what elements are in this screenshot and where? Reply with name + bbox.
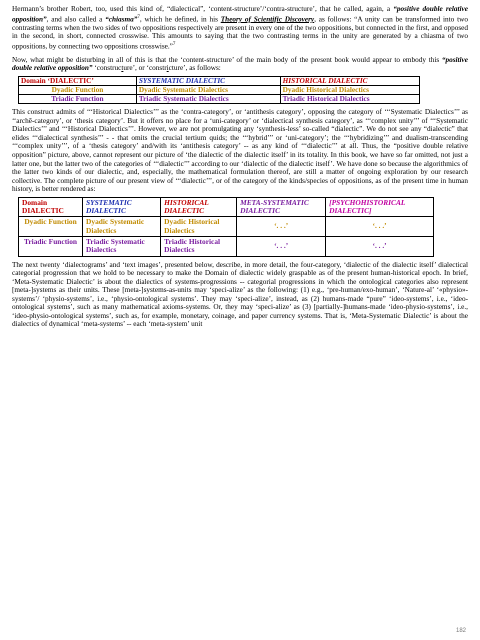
- table2-row-dyadic: [19, 217, 434, 237]
- paragraph-chiasma: [12, 5, 468, 51]
- table2-cell: Triadic Systematic Dialectics: [83, 236, 161, 256]
- paragraph-construct-intro: [12, 56, 468, 73]
- footnote-ref-1[interactable]: 7: [137, 14, 140, 20]
- p2-after-end2: cture’, as follows:: [168, 64, 221, 73]
- p2-after-u: t: [121, 64, 124, 73]
- p1-after: , as follows: “A unity can be transformed into two contrasting terms when the two sides of two oppositions respectively are present in every one of the two oppositions, but connected in the first, and opposed in the second, in short, connected crosswise. This amounts to saying that the two contrasting terms in the unity are generated by a chiasma of two oppositions, by connecting two oppositions crosswise.”: [12, 14, 468, 50]
- table2-cell: Triadic Historical Dialectics: [161, 236, 237, 256]
- table2-row-triadic: [19, 236, 434, 256]
- table2-header-domain: Domain DIALECTIC: [19, 197, 83, 217]
- p1-mid2: , which he defined, in his: [139, 14, 221, 23]
- table2-cell: Dyadic Function: [19, 217, 83, 237]
- p1-emph-chiasma: “chiasma”: [105, 14, 138, 23]
- table2-header-historical: HISTORICAL DIALECTIC: [161, 197, 237, 217]
- table1-header-systematic: SYSTEMATIC DIALECTIC: [136, 76, 280, 85]
- table2-header-systematic: SYSTEMATIC DIALECTIC: [83, 197, 161, 217]
- table2-cell: Triadic Function: [19, 236, 83, 256]
- p1-mid1: , and also called a: [46, 14, 106, 23]
- table2-cell: ‘. . .’: [326, 236, 434, 256]
- table1-row-triadic: [19, 95, 420, 104]
- p1-before: Hermann’s brother Robert, too, used this kind of, “dialectical”, ‘content-structure’/‘contra-structure’, that he called, again, a: [12, 5, 394, 13]
- five-column-table: [18, 197, 434, 257]
- table2-header-meta-systematic: META-SYSTEMATIC DIALECTIC: [237, 197, 326, 217]
- footnote-ref-2[interactable]: 7: [172, 41, 176, 47]
- table2-cell: Dyadic Systematic Dialectics: [83, 217, 161, 237]
- table1-cell: Triadic Systematic Dialectics: [136, 95, 280, 104]
- p1-book-title: Theory of Scientific Discovery: [220, 14, 315, 23]
- p2-before: Now, what might be disturbing in all of this is that the ‘content-structure’ of the main body of the present book would appear to embody this: [12, 55, 442, 64]
- table2-cell: ‘. . .’: [237, 217, 326, 237]
- p2-after-end: ure’, or ‘constr: [123, 64, 167, 73]
- p1-emph-pdro: “positive double relative opposition”: [12, 5, 468, 23]
- table2-header-psychohistorical: [PSYCHOHISTORICAL DIALECTIC]: [326, 197, 434, 217]
- table1-cell: Dyadic Historical Dialectics: [280, 85, 419, 94]
- table1-cell: Triadic Function: [19, 95, 137, 104]
- table1-cell: Dyadic Systematic Dialectics: [136, 85, 280, 94]
- table1-cell: Dyadic Function: [19, 85, 137, 94]
- table1-header-historical: HISTORICAL DIALECTIC: [280, 76, 419, 85]
- table2-header-row: [19, 197, 434, 217]
- p2-emph: “positive double relative opposition”: [12, 55, 468, 73]
- table1-cell: Triadic Historical Dialectics: [280, 95, 419, 104]
- p2-after-u2: i: [166, 64, 169, 73]
- table1-header-domain: Domain ‘DIALECTIC’: [19, 76, 137, 85]
- p2-after: ‘construc: [92, 64, 122, 73]
- paragraph-meta-systematic: The next twenty ‘dialectograms’ and ‘text images’, presented below, describe, in more detail, the four-category, ‘dialectic of the dialectic itself’ dialectical categorial progression that we hold to be necessary to make the Domain of dialectic widely graspable as of the present human-historical epoch. In brief, ‘Meta-Systematic Dialectic’ is about the dialectics of systems-progressions -- categorial progressions in which the ontological categories also represent [meta-]systems as their units. These [meta-]systems-as-units may ‘speci-alize’ as the following: (1) e.g., ‘pre-human/exo-human’, ‘Nature-al’ ‘«physio»-systems’/ ‘physio-systems’, i.e., ‘physio-ontological systems’. They may ‘speci-alize’, instead, as (2) humans-made “pure” ‘ideo-systems’, i.e., ‘ideo-ontological systems’, such as many mathematical axioms-systems. Or, they may ‘speci-alize’ as (3) [partially-]humans-made ‘ideo-physio-systems’, i.e., ‘ideo-physio-ontological systems’, such as, for example, monetary, coinage, and paper currency systems. That is, ‘Meta-Systematic Dialectic’ is about the dialectics of dynamical ‘meta-systems’ -- each ‘meta-system’ unit: [12, 260, 468, 329]
- page-number: 182: [455, 628, 466, 634]
- table2-cell: Dyadic Historical Dialectics: [161, 217, 237, 237]
- three-column-table: [18, 76, 420, 105]
- paragraph-synthesis: This construct admits of ‘‘‘Historical Dialectics’’’ as the ‘contra-category’, or ‘antithesis category’, opposing the category of ‘‘‘Systematic Dialectics’’’ as ‘‘archē-category’, or ‘thesis category’. But it offers no place for a ‘uni-category’ or ‘dialectical synthesis category’, as ‘‘‘complex unity’’’ of ‘‘‘Systematic Dialectics’’’ and ‘‘‘Historical Dialectics’’’. However, we are not promulgating any ‘synthesis-less’ so-called “dialectic”. We do not see any “dialectic” that elides ‘‘‘dialectical synthesis’’’ - - that omits the crucial tertium quids; the ‘‘‘hybrid’’’ or ‘uni-category’; the ‘‘‘hybridizing’’’ and dualism-transcending ‘‘‘complex unity’’’, of a ‘thesis category’ and/with its ‘antithesis category’ -- as any kind of ‘‘‘dialectic’’’ at all. Thus, the “positive double relative opposition” picture, above, cannot represent our picture of ‘the dialectic of the dialectic itself’ in its totality. In this book, we have so far omitted, not just a latter one, but the latter two of the categories of ‘‘‘dialectic’’’ according to our ‘dialectic of the dialectic itself’. We have done so because the algorithmics of the latter two kinds of our dialectic, and, especially, the mathematical formulation thereof, are still a matter of ongoing exploration by our research collective. The complete picture of our present view of ‘‘‘dialectic’’’, or of the category of the kinds/species of oppositions, as of the present time in human history, is better rendered as:: [12, 108, 468, 194]
- table2-cell: ‘. . .’: [326, 217, 434, 237]
- table1-header-row: [19, 76, 420, 85]
- table2-cell: ‘. . .’: [237, 236, 326, 256]
